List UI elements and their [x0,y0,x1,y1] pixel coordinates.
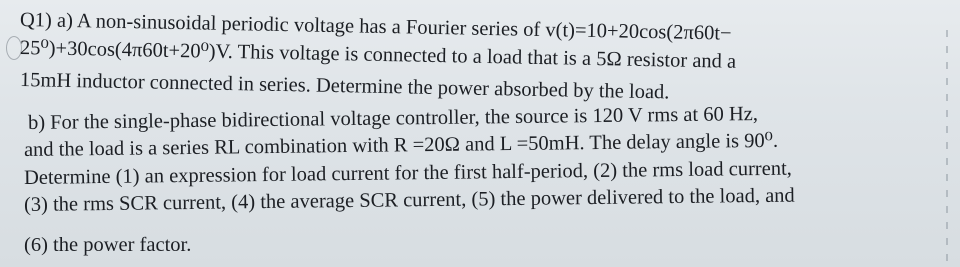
question-1a-line-2: 25⁰)+30cos(4π60t+20⁰)V. This voltage is connected to a load that is a 5Ω resistor and a [19,37,737,73]
question-1a-line-3: 15mH inductor connected in series. Determine the power absorbed by the load. [19,69,670,104]
question-1b-line-4: (3) the rms SCR current, (4) the average SCR current, (5) the power delivered to the load, and [23,184,795,216]
question-1b-line-5: (6) the power factor. [24,234,192,256]
margin-binding-mark [946,30,948,262]
question-1b-line-1: b) For the single-phase bidirectional voltage controller, the source is 120 V rms at 60 Hz, [27,103,759,134]
question-1b-line-2: and the load is a series RL combination with R =20Ω and L =50mH. The delay angle is 90⁰. [23,129,779,161]
question-1a-line-1: Q1) a) A non-sinusoidal periodic voltage has a Fourier series of v(t)=10+20cos(2π60t− [19,9,732,45]
question-1b-line-3: Determine (1) an expression for load current for the first half-period, (2) the rms load current, [23,157,792,189]
